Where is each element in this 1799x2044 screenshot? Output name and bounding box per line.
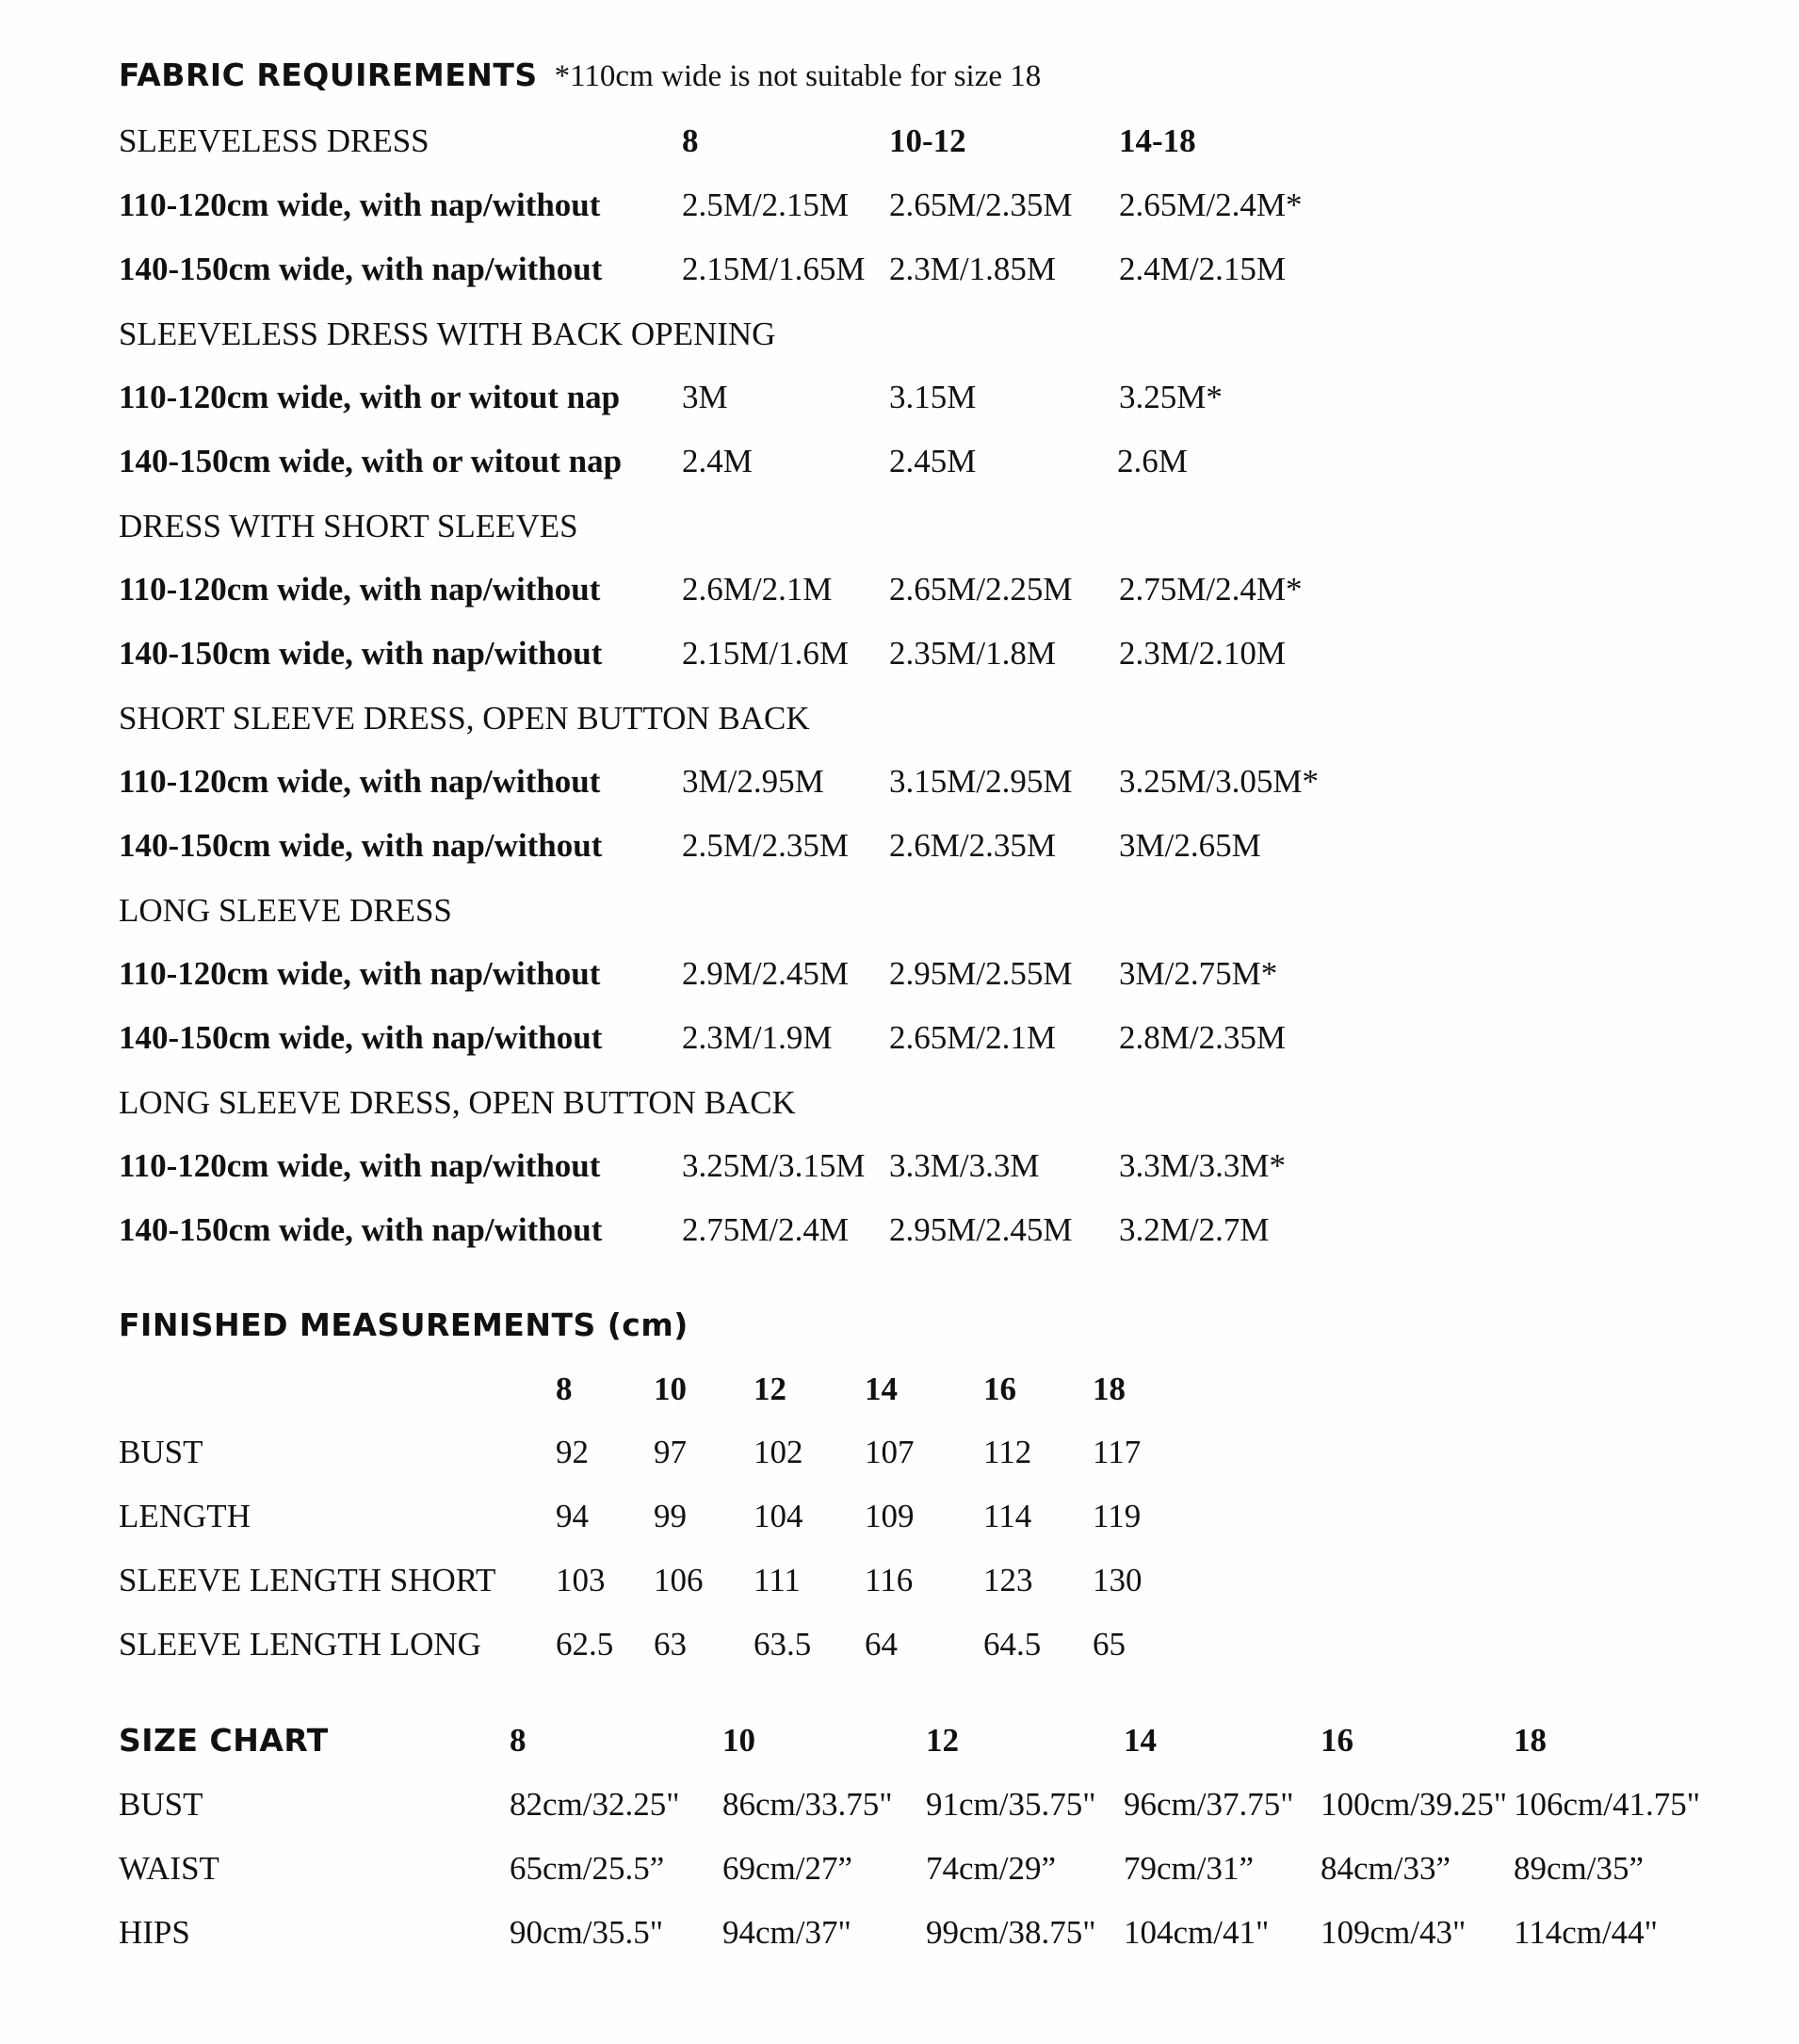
- size-chart-cell: 109cm/43": [1321, 1914, 1467, 1951]
- finished-size-header: 14: [865, 1371, 898, 1407]
- fabric-cell: 2.6M: [1117, 443, 1188, 479]
- fabric-cell: 2.5M/2.15M: [682, 187, 849, 223]
- fabric-row-label: 110-120cm wide, with nap/without: [119, 955, 601, 992]
- fabric-cell: 3.15M/2.95M: [889, 763, 1073, 800]
- fabric-cell: 3M: [682, 379, 728, 415]
- fabric-cell: 2.3M/1.85M: [889, 251, 1056, 287]
- fabric-note: *110cm wide is not suitable for size 18: [554, 59, 1042, 93]
- fabric-cell: 3M/2.75M*: [1119, 955, 1278, 992]
- size-chart-cell: 89cm/35”: [1514, 1850, 1645, 1887]
- finished-cell: 63: [654, 1626, 687, 1663]
- size-chart-cell: 114cm/44": [1514, 1914, 1658, 1951]
- size-chart-cell: 94cm/37": [722, 1914, 851, 1951]
- fabric-cell: 2.95M/2.45M: [889, 1211, 1073, 1248]
- size-chart-cell: 74cm/29”: [926, 1850, 1057, 1887]
- fabric-cell: 2.15M/1.65M: [682, 251, 866, 287]
- fabric-cell: 2.65M/2.1M: [889, 1019, 1056, 1056]
- fabric-row-label: 110-120cm wide, with nap/without: [119, 187, 601, 223]
- fabric-row-label: 110-120cm wide, with or witout nap: [119, 379, 621, 415]
- fabric-cell: 3.3M/3.3M*: [1119, 1147, 1286, 1184]
- finished-row-label: LENGTH: [119, 1498, 251, 1534]
- finished-cell: 65: [1093, 1626, 1126, 1663]
- finished-cell: 117: [1093, 1434, 1142, 1470]
- fabric-cell: 2.3M/2.10M: [1119, 635, 1286, 672]
- size-chart-cell: 90cm/35.5": [510, 1914, 664, 1951]
- fabric-cell: 2.4M/2.15M: [1119, 251, 1286, 287]
- fabric-cell: 2.5M/2.35M: [682, 827, 849, 864]
- finished-cell: 97: [654, 1434, 687, 1470]
- finished-cell: 102: [754, 1434, 803, 1470]
- finished-size-header: 8: [556, 1371, 573, 1407]
- finished-cell: 111: [754, 1562, 801, 1598]
- fabric-cell: 2.65M/2.25M: [889, 571, 1073, 608]
- size-chart-size-header: 10: [722, 1722, 755, 1759]
- finished-row-label: SLEEVE LENGTH LONG: [119, 1626, 481, 1663]
- fabric-row-label: 140-150cm wide, with or witout nap: [119, 443, 623, 479]
- fabric-section-title: SLEEVELESS DRESS: [119, 122, 429, 159]
- finished-cell: 104: [754, 1498, 803, 1534]
- fabric-row-label: 140-150cm wide, with nap/without: [119, 251, 603, 287]
- fabric-row-label: 140-150cm wide, with nap/without: [119, 1211, 603, 1248]
- fabric-cell: 2.65M/2.35M: [889, 187, 1073, 223]
- size-chart-size-header: 12: [926, 1722, 959, 1759]
- size-chart-cell: 86cm/33.75": [722, 1786, 893, 1823]
- fabric-cell: 2.65M/2.4M*: [1119, 187, 1303, 223]
- size-chart-cell: 65cm/25.5”: [510, 1850, 665, 1887]
- finished-size-header: 16: [983, 1371, 1016, 1407]
- fabric-cell: 3.2M/2.7M: [1119, 1211, 1270, 1248]
- finished-size-header: 18: [1093, 1371, 1126, 1407]
- fabric-cell: 3M/2.65M: [1119, 827, 1261, 864]
- finished-cell: 116: [865, 1562, 914, 1598]
- finished-row-label: BUST: [119, 1434, 203, 1470]
- finished-cell: 62.5: [556, 1626, 614, 1663]
- fabric-row-label: 110-120cm wide, with nap/without: [119, 571, 601, 608]
- finished-size-header: 12: [754, 1371, 786, 1407]
- size-chart-cell: 106cm/41.75": [1514, 1786, 1701, 1823]
- fabric-size-header: 14-18: [1119, 122, 1196, 159]
- fabric-cell: 3M/2.95M: [682, 763, 824, 800]
- size-chart-heading: SIZE CHART: [119, 1722, 329, 1759]
- fabric-title: FABRIC REQUIREMENTS: [119, 57, 538, 93]
- fabric-row-label: 110-120cm wide, with nap/without: [119, 763, 601, 800]
- size-chart-size-header: 14: [1124, 1722, 1157, 1759]
- finished-cell: 92: [556, 1434, 589, 1470]
- fabric-cell: 3.15M: [889, 379, 977, 415]
- fabric-section-title: SHORT SLEEVE DRESS, OPEN BUTTON BACK: [119, 700, 810, 737]
- fabric-row-label: 110-120cm wide, with nap/without: [119, 1147, 601, 1184]
- size-chart-cell: 96cm/37.75": [1124, 1786, 1294, 1823]
- finished-cell: 107: [865, 1434, 915, 1470]
- fabric-cell: 3.25M/3.05M*: [1119, 763, 1319, 800]
- size-chart-cell: 100cm/39.25": [1321, 1786, 1508, 1823]
- finished-cell: 103: [556, 1562, 606, 1598]
- fabric-cell: 2.8M/2.35M: [1119, 1019, 1286, 1056]
- finished-cell: 106: [654, 1562, 704, 1598]
- fabric-requirements-heading: [119, 57, 1041, 94]
- finished-cell: 130: [1093, 1562, 1143, 1598]
- fabric-row-label: 140-150cm wide, with nap/without: [119, 827, 603, 864]
- finished-size-header: 10: [654, 1371, 687, 1407]
- finished-cell: 114: [983, 1498, 1032, 1534]
- size-chart-size-header: 18: [1514, 1722, 1547, 1759]
- fabric-cell: 2.6M/2.1M: [682, 571, 833, 608]
- size-chart-row-label: BUST: [119, 1786, 203, 1823]
- finished-cell: 94: [556, 1498, 589, 1534]
- size-chart-cell: 99cm/38.75": [926, 1914, 1096, 1951]
- finished-cell: 109: [865, 1498, 915, 1534]
- finished-cell: 63.5: [754, 1626, 812, 1663]
- finished-cell: 99: [654, 1498, 687, 1534]
- size-chart-cell: 104cm/41": [1124, 1914, 1270, 1951]
- size-chart-cell: 82cm/32.25": [510, 1786, 680, 1823]
- fabric-cell: 2.35M/1.8M: [889, 635, 1056, 672]
- size-chart-cell: 91cm/35.75": [926, 1786, 1096, 1823]
- fabric-section-title: LONG SLEEVE DRESS: [119, 892, 452, 929]
- fabric-section-title: SLEEVELESS DRESS WITH BACK OPENING: [119, 316, 776, 352]
- finished-cell: 112: [983, 1434, 1032, 1470]
- size-chart-size-header: 8: [510, 1722, 527, 1759]
- finished-cell: 64: [865, 1626, 898, 1663]
- size-chart-cell: 84cm/33”: [1321, 1850, 1451, 1887]
- fabric-size-header: 10-12: [889, 122, 966, 159]
- fabric-cell: 3.3M/3.3M: [889, 1147, 1040, 1184]
- size-chart-row-label: WAIST: [119, 1850, 219, 1887]
- fabric-cell: 2.95M/2.55M: [889, 955, 1073, 992]
- finished-cell: 123: [983, 1562, 1033, 1598]
- fabric-section-title: LONG SLEEVE DRESS, OPEN BUTTON BACK: [119, 1084, 796, 1121]
- fabric-size-header: 8: [682, 122, 699, 159]
- fabric-row-label: 140-150cm wide, with nap/without: [119, 1019, 603, 1056]
- fabric-cell: 2.4M: [682, 443, 753, 479]
- size-chart-row-label: HIPS: [119, 1914, 190, 1951]
- size-chart-size-header: 16: [1321, 1722, 1353, 1759]
- fabric-cell: 2.3M/1.9M: [682, 1019, 833, 1056]
- fabric-cell: 2.9M/2.45M: [682, 955, 849, 992]
- fabric-section-title: DRESS WITH SHORT SLEEVES: [119, 508, 578, 544]
- finished-row-label: SLEEVE LENGTH SHORT: [119, 1562, 496, 1598]
- finished-cell: 64.5: [983, 1626, 1042, 1663]
- fabric-row-label: 140-150cm wide, with nap/without: [119, 635, 603, 672]
- fabric-cell: 3.25M/3.15M: [682, 1147, 866, 1184]
- size-chart-cell: 79cm/31”: [1124, 1850, 1255, 1887]
- fabric-cell: 2.15M/1.6M: [682, 635, 849, 672]
- fabric-cell: 3.25M*: [1119, 379, 1223, 415]
- finished-measurements-heading: FINISHED MEASUREMENTS (cm): [119, 1306, 689, 1343]
- fabric-cell: 2.6M/2.35M: [889, 827, 1056, 864]
- finished-cell: 119: [1093, 1498, 1142, 1534]
- fabric-cell: 2.45M: [889, 443, 977, 479]
- fabric-cell: 2.75M/2.4M*: [1119, 571, 1303, 608]
- fabric-cell: 2.75M/2.4M: [682, 1211, 849, 1248]
- size-chart-cell: 69cm/27”: [722, 1850, 853, 1887]
